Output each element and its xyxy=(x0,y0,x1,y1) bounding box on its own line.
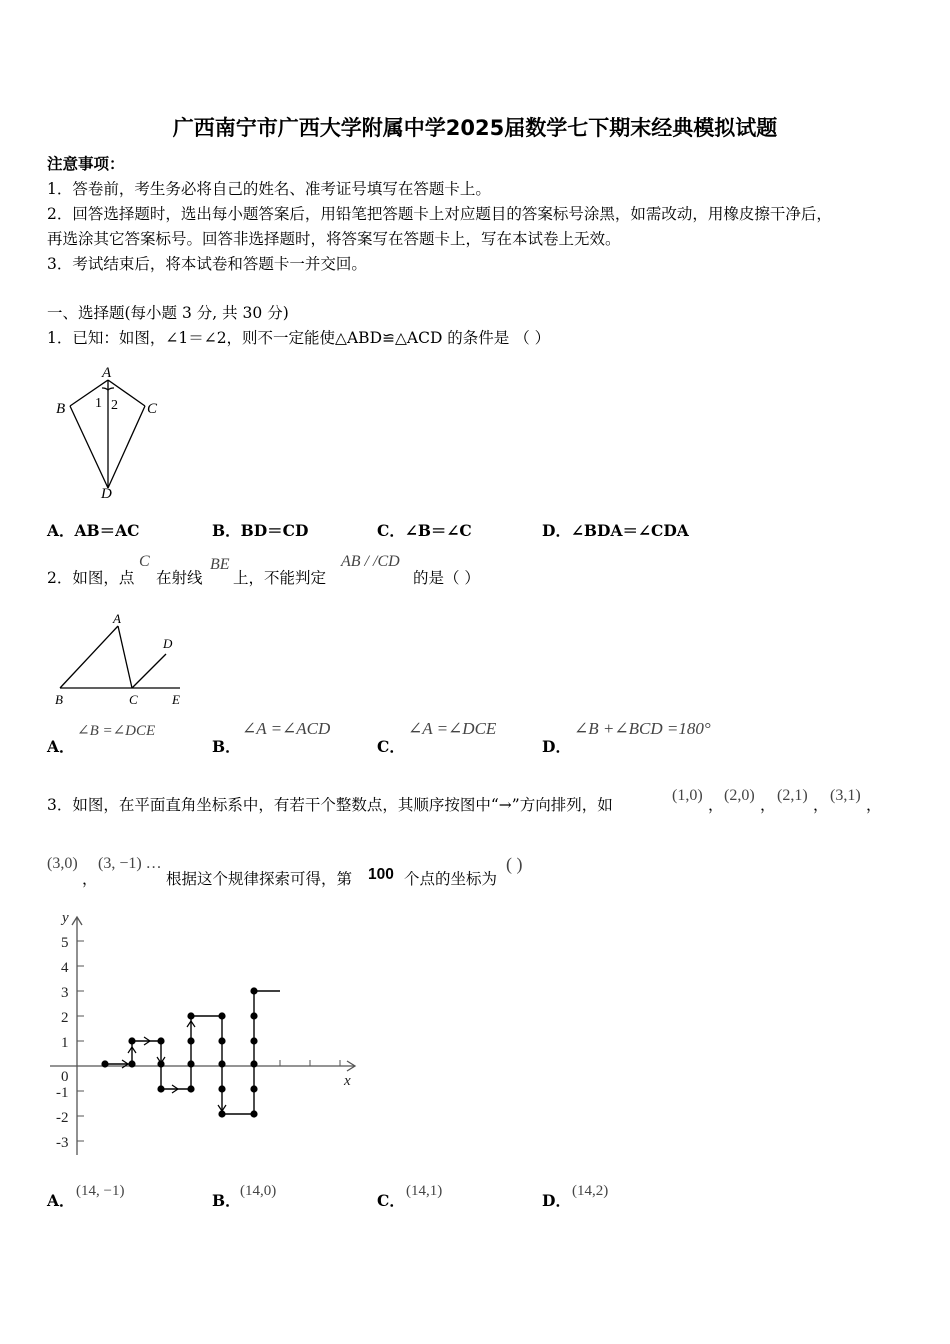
q1-angle-1: 1 xyxy=(95,396,102,411)
q2-option-c-letter[interactable]: C． xyxy=(377,737,405,756)
q3-point: (3,0) xyxy=(47,855,78,872)
notice-heading: 注意事项： xyxy=(47,154,125,173)
q3-ytick: -2 xyxy=(56,1110,69,1126)
q2-stem-part: 的是（ ） xyxy=(413,569,480,587)
q1-kite-figure xyxy=(50,362,170,502)
q3-ytick: 2 xyxy=(61,1010,69,1026)
q1-stem: 1．已知：如图，∠1＝∠2，则不一定能使△ABD≌△ACD 的条件是 （ ） xyxy=(47,329,551,347)
q3-axis-y: y xyxy=(62,910,69,926)
notice-item: 3．考试结束后，将本试卷和答题卡一并交回。 xyxy=(47,255,367,273)
q3-sep: ， xyxy=(82,870,98,888)
q3-point: (1,0) xyxy=(672,787,703,804)
q3-ytick: 3 xyxy=(61,985,69,1001)
q1-label-a: A xyxy=(102,365,112,381)
q3-option-c-math: (14,1) xyxy=(406,1183,443,1199)
q3-point: (2,0) xyxy=(724,787,755,804)
q3-answer-blank[interactable]: ( ) xyxy=(506,854,523,874)
q2-option-b-letter[interactable]: B． xyxy=(212,737,241,756)
q3-option-b-math: (14,0) xyxy=(240,1183,277,1199)
q3-axis-x: x xyxy=(344,1073,351,1089)
q3-origin: 0 xyxy=(61,1069,69,1085)
q3-ytick: 4 xyxy=(61,960,69,976)
q3-option-a-letter[interactable]: A． xyxy=(47,1191,75,1210)
section-heading: 一、选择题(每小题 3 分, 共 30 分) xyxy=(47,304,289,322)
q1-angle-2: 2 xyxy=(111,398,118,413)
q3-stem-line1: 3．如图，在平面直角坐标系中，有若干个整数点，其顺序按图中“→”方向排列，如 xyxy=(47,796,613,814)
q3-ytick: 5 xyxy=(61,935,69,951)
q2-label-c: C xyxy=(129,692,138,707)
notice-item: 2．回答选择题时，选出每小题答案后，用铅笔把答题卡上对应题目的答案标号涂黑，如需改动，用橡皮擦干净后， xyxy=(47,205,832,223)
q2-math-parallel: AB / /CD xyxy=(341,553,400,570)
q2-option-a-letter[interactable]: A． xyxy=(47,737,75,756)
q1-option-b[interactable]: B．BD＝CD xyxy=(212,521,309,540)
q3-option-d-letter[interactable]: D． xyxy=(542,1191,571,1210)
q2-option-b-math: ∠A =∠ACD xyxy=(242,719,331,738)
q3-point: (3, −1) … xyxy=(98,855,162,872)
q2-stem-part: 上，不能判定 xyxy=(233,569,327,587)
q3-sep: ， xyxy=(813,796,829,814)
q2-option-a-math: ∠B =∠DCE xyxy=(77,723,156,739)
q2-label-b: B xyxy=(55,692,63,707)
q2-stem-part: 2．如图，点 xyxy=(47,569,135,587)
q3-point: (2,1) xyxy=(777,787,808,804)
q2-math-be: BE xyxy=(210,556,230,573)
q1-label-c: C xyxy=(147,401,158,417)
notice-item: 1．答卷前，考生务必将自己的姓名、准考证号填写在答题卡上。 xyxy=(47,180,491,198)
q2-label-a: A xyxy=(113,611,121,626)
q2-option-d-letter[interactable]: D． xyxy=(542,737,571,756)
notice-item: 再选涂其它答案标号。回答非选择题时，将答案写在答题卡上，写在本试卷上无效。 xyxy=(47,230,621,248)
q3-option-c-letter[interactable]: C． xyxy=(377,1191,405,1210)
q3-stem-part: 根据这个规律探索可得，第 xyxy=(166,870,353,888)
q1-option-a[interactable]: A．AB＝AC xyxy=(47,521,140,540)
q3-ytick: 1 xyxy=(61,1035,69,1051)
q2-figure xyxy=(50,608,190,708)
q3-coordinate-figure xyxy=(40,905,370,1165)
q3-ytick: -3 xyxy=(56,1135,69,1151)
page-title: 广西南宁市广西大学附属中学2025届数学七下期末经典模拟试题 xyxy=(172,116,778,140)
q3-sep: ， xyxy=(760,796,776,814)
q2-math-c: C xyxy=(139,553,150,570)
q3-point: (3,1) xyxy=(830,787,861,804)
q1-option-c[interactable]: C．∠B＝∠C xyxy=(377,521,472,540)
q3-stem-part: 个点的坐标为 xyxy=(404,870,498,888)
q2-option-d-math: ∠B +∠BCD =180° xyxy=(574,719,711,738)
q3-option-a-math: (14, −1) xyxy=(76,1183,125,1199)
q3-number: 100 xyxy=(368,866,394,883)
q2-stem-part: 在射线 xyxy=(156,569,203,587)
q1-label-b: B xyxy=(56,401,66,417)
q3-option-b-letter[interactable]: B． xyxy=(212,1191,241,1210)
q3-sep: ， xyxy=(708,796,724,814)
q3-ytick: -1 xyxy=(56,1085,69,1101)
q3-sep: ， xyxy=(866,796,882,814)
q2-option-c-math: ∠A =∠DCE xyxy=(408,719,497,738)
q2-label-e: E xyxy=(172,692,180,707)
q1-label-d: D xyxy=(101,486,112,502)
q2-label-d: D xyxy=(163,636,173,651)
q3-option-d-math: (14,2) xyxy=(572,1183,609,1199)
q1-option-d[interactable]: D．∠BDA＝∠CDA xyxy=(542,521,689,540)
